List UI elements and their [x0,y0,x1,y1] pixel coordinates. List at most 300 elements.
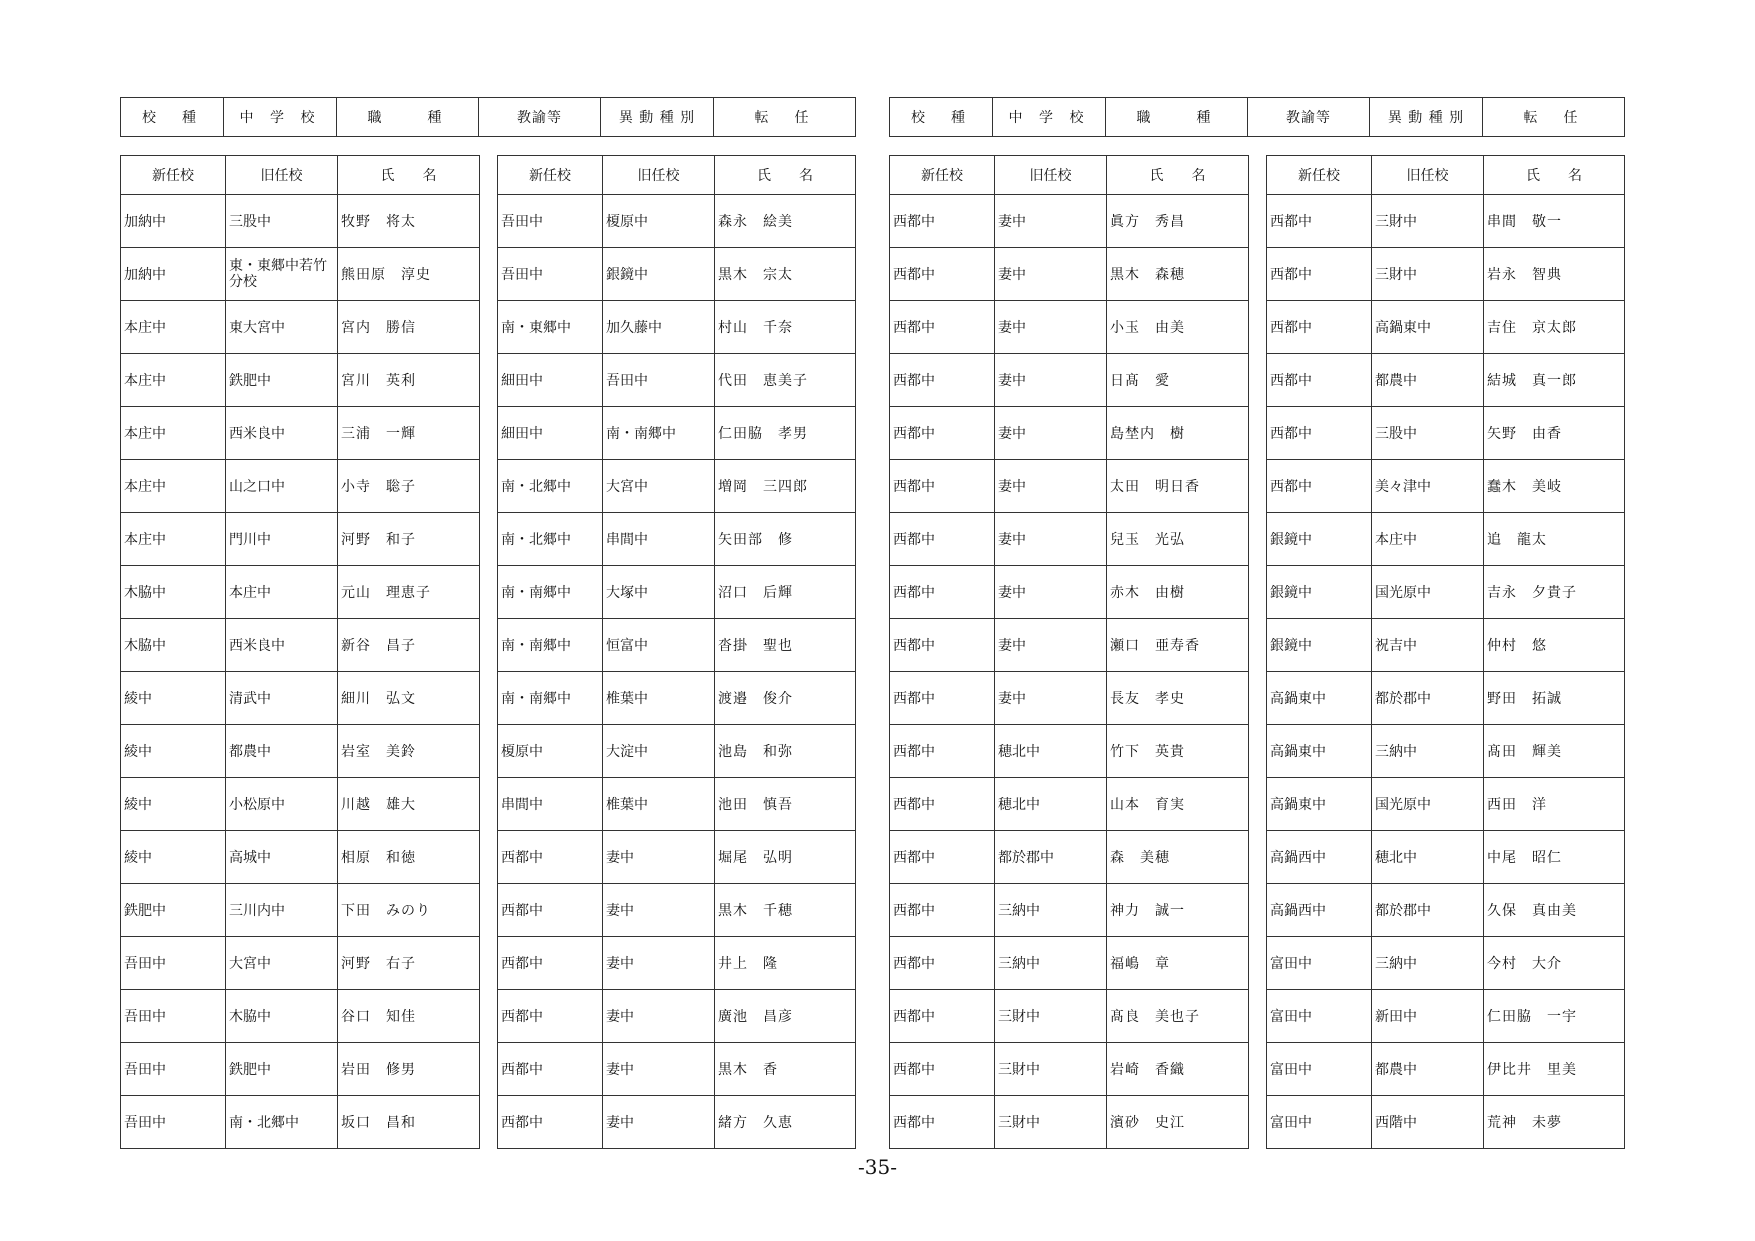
new-school-cell: 榎原中 [498,725,603,778]
old-school-cell: 妻中 [995,407,1107,460]
new-school-cell: 綾中 [121,672,226,725]
new-school-cell: 西都中 [890,884,995,937]
name-cell: 矢田部 修 [715,513,856,566]
table-row [890,354,1249,407]
table-row [1267,354,1625,407]
new-school-cell: 西都中 [890,354,995,407]
table-row [890,619,1249,672]
old-school-cell: 祝吉中 [1372,619,1484,672]
name-cell: 黒木 千穂 [715,884,856,937]
name-cell: 竹下 英貴 [1107,725,1249,778]
name-cell: 河野 右子 [338,937,480,990]
name-cell: 野田 拓誠 [1484,672,1625,725]
table-row [1267,990,1625,1043]
column-header-new-school: 新任校 [498,156,603,195]
name-cell: 増岡 三四郎 [715,460,856,513]
new-school-cell: 高鍋東中 [1267,778,1372,831]
old-school-cell: 高城中 [226,831,338,884]
name-cell: 追 龍太 [1484,513,1625,566]
new-school-cell: 本庄中 [121,460,226,513]
name-cell: 宮川 英利 [338,354,480,407]
table-row [498,1043,856,1096]
table-row [1267,407,1625,460]
new-school-cell: 西都中 [1267,301,1372,354]
table-row [498,831,856,884]
table-row [1267,513,1625,566]
new-school-cell: 銀鏡中 [1267,619,1372,672]
table-row [890,460,1249,513]
header-cell: 中 学 校 [224,98,337,137]
header-cell: 異 動 種 別 [601,98,714,137]
name-cell: 池島 和弥 [715,725,856,778]
table-row [498,884,856,937]
new-school-cell: 南・南郷中 [498,672,603,725]
old-school-cell: 西米良中 [226,619,338,672]
table-row [121,301,480,354]
new-school-cell: 西都中 [890,672,995,725]
old-school-cell: 妻中 [603,1096,715,1149]
old-school-cell: 三財中 [995,1043,1107,1096]
old-school-cell: 串間中 [603,513,715,566]
old-school-cell: 恒富中 [603,619,715,672]
name-cell: 熊田原 淳史 [338,248,480,301]
name-cell: 山本 育実 [1107,778,1249,831]
old-school-cell: 椎葉中 [603,672,715,725]
old-school-cell: 西階中 [1372,1096,1484,1149]
old-school-cell: 妻中 [995,672,1107,725]
old-school-cell: 南・北郷中 [226,1096,338,1149]
header-cell: 職 種 [337,98,479,137]
name-cell: 太田 明日香 [1107,460,1249,513]
header-cell: 異 動 種 別 [1370,98,1483,137]
new-school-cell: 高鍋東中 [1267,672,1372,725]
old-school-cell: 鉄肥中 [226,354,338,407]
name-cell: 河野 和子 [338,513,480,566]
new-school-cell: 本庄中 [121,407,226,460]
table-row [890,1043,1249,1096]
name-cell: 渡邉 俊介 [715,672,856,725]
new-school-cell: 西都中 [1267,354,1372,407]
new-school-cell: 西都中 [890,460,995,513]
name-cell: 下田 みのり [338,884,480,937]
old-school-cell: 西米良中 [226,407,338,460]
table-row [498,248,856,301]
name-cell: 吉永 夕貴子 [1484,566,1625,619]
old-school-cell: 清武中 [226,672,338,725]
new-school-cell: 西都中 [498,831,603,884]
old-school-cell: 三川内中 [226,884,338,937]
table-row [121,513,480,566]
column-header-new-school: 新任校 [121,156,226,195]
old-school-cell: 大宮中 [603,460,715,513]
name-cell: 仁田脇 孝男 [715,407,856,460]
new-school-cell: 西都中 [890,407,995,460]
new-school-cell: 西都中 [890,725,995,778]
name-cell: 森永 絵美 [715,195,856,248]
name-cell: 吉住 京太郎 [1484,301,1625,354]
new-school-cell: 西都中 [890,1043,995,1096]
new-school-cell: 吾田中 [121,1096,226,1149]
table-row [890,513,1249,566]
table-row [498,619,856,672]
table-row [498,725,856,778]
name-cell: 小寺 聡子 [338,460,480,513]
table-row [498,990,856,1043]
new-school-cell: 本庄中 [121,513,226,566]
old-school-cell: 妻中 [603,884,715,937]
column-header-new-school: 新任校 [890,156,995,195]
table-row [498,937,856,990]
transfer-table-4 [1266,155,1625,1149]
header-cell: 校 種 [890,98,993,137]
old-school-cell: 椎葉中 [603,778,715,831]
new-school-cell: 綾中 [121,778,226,831]
table-row [498,301,856,354]
old-school-cell: 高鍋東中 [1372,301,1484,354]
header-left [120,97,856,137]
name-cell: 小玉 由美 [1107,301,1249,354]
name-cell: 荒神 未夢 [1484,1096,1625,1149]
name-cell: 森 美穂 [1107,831,1249,884]
table-row [1267,301,1625,354]
old-school-cell: 三納中 [1372,725,1484,778]
table-row [121,778,480,831]
new-school-cell: 綾中 [121,725,226,778]
table-row [498,672,856,725]
new-school-cell: 木脇中 [121,619,226,672]
name-cell: 坂口 昌和 [338,1096,480,1149]
table-row [1267,1096,1625,1149]
table-row [121,1096,480,1149]
name-cell: 髙良 美也子 [1107,990,1249,1043]
old-school-cell: 妻中 [995,513,1107,566]
old-school-cell: 美々津中 [1372,460,1484,513]
table-row [121,725,480,778]
name-cell: 岩崎 香織 [1107,1043,1249,1096]
new-school-cell: 富田中 [1267,1043,1372,1096]
old-school-cell: 大宮中 [226,937,338,990]
name-cell: 兒玉 光弘 [1107,513,1249,566]
table-row [890,884,1249,937]
new-school-cell: 西都中 [890,831,995,884]
old-school-cell: 三納中 [995,937,1107,990]
table-row [1267,831,1625,884]
table-row [1267,937,1625,990]
new-school-cell: 西都中 [890,937,995,990]
name-cell: 蠢木 美岐 [1484,460,1625,513]
table-row [890,937,1249,990]
name-cell: 瀬口 亜寿香 [1107,619,1249,672]
old-school-cell: 三財中 [995,1096,1107,1149]
old-school-cell: 妻中 [995,566,1107,619]
old-school-cell: 妻中 [995,460,1107,513]
new-school-cell: 西都中 [498,990,603,1043]
name-cell: 黒木 宗太 [715,248,856,301]
name-cell: 岩永 智典 [1484,248,1625,301]
new-school-cell: 西都中 [890,566,995,619]
old-school-cell: 国光原中 [1372,778,1484,831]
new-school-cell: 加納中 [121,248,226,301]
new-school-cell: 富田中 [1267,990,1372,1043]
old-school-cell: 三股中 [1372,407,1484,460]
old-school-cell: 穂北中 [1372,831,1484,884]
table-body [498,195,856,1149]
new-school-cell: 銀鏡中 [1267,513,1372,566]
table-row [1267,1043,1625,1096]
table-row [498,566,856,619]
name-cell: 池田 慎吾 [715,778,856,831]
new-school-cell: 加納中 [121,195,226,248]
name-cell: 中尾 昭仁 [1484,831,1625,884]
old-school-cell: 鉄肥中 [226,1043,338,1096]
new-school-cell: 本庄中 [121,301,226,354]
old-school-cell: 木脇中 [226,990,338,1043]
new-school-cell: 高鍋東中 [1267,725,1372,778]
new-school-cell: 南・北郷中 [498,460,603,513]
old-school-cell: 本庄中 [1372,513,1484,566]
new-school-cell: 細田中 [498,354,603,407]
table-row [121,195,480,248]
old-school-cell: 門川中 [226,513,338,566]
name-cell: 神力 誠一 [1107,884,1249,937]
table-row [890,566,1249,619]
name-cell: 西田 洋 [1484,778,1625,831]
table-row [1267,566,1625,619]
name-cell: 廣池 昌彦 [715,990,856,1043]
new-school-cell: 西都中 [498,1043,603,1096]
name-cell: 黒木 森穂 [1107,248,1249,301]
new-school-cell: 鉄肥中 [121,884,226,937]
column-header-new-school: 新任校 [1267,156,1372,195]
name-cell: 赤木 由樹 [1107,566,1249,619]
name-cell: 久保 真由美 [1484,884,1625,937]
old-school-cell: 妻中 [995,619,1107,672]
old-school-cell: 榎原中 [603,195,715,248]
old-school-cell: 都農中 [1372,1043,1484,1096]
table-row [498,513,856,566]
old-school-cell: 穂北中 [995,778,1107,831]
table-row [890,672,1249,725]
old-school-cell: 妻中 [995,248,1107,301]
new-school-cell: 西都中 [498,884,603,937]
name-cell: 新谷 昌子 [338,619,480,672]
column-header-name: 氏 名 [715,156,856,195]
name-cell: 日髙 愛 [1107,354,1249,407]
new-school-cell: 細田中 [498,407,603,460]
name-cell: 堀尾 弘明 [715,831,856,884]
new-school-cell: 富田中 [1267,937,1372,990]
table-row [1267,725,1625,778]
table-row [1267,884,1625,937]
old-school-cell: 大淀中 [603,725,715,778]
new-school-cell: 西都中 [498,1096,603,1149]
name-cell: 村山 千奈 [715,301,856,354]
old-school-cell: 加久藤中 [603,301,715,354]
new-school-cell: 綾中 [121,831,226,884]
name-cell: 相原 和徳 [338,831,480,884]
transfer-table-1 [120,155,480,1149]
table-row [890,778,1249,831]
old-school-cell: 吾田中 [603,354,715,407]
page-number: -35- [858,1155,897,1179]
header-cell: 転 任 [714,98,856,137]
old-school-cell: 三財中 [1372,195,1484,248]
old-school-cell: 東大宮中 [226,301,338,354]
table-row [121,248,480,301]
old-school-cell: 妻中 [603,1043,715,1096]
new-school-cell: 南・南郷中 [498,566,603,619]
name-cell: 今村 大介 [1484,937,1625,990]
table-row [890,831,1249,884]
new-school-cell: 吾田中 [121,1043,226,1096]
table-row [890,407,1249,460]
name-cell: 元山 理恵子 [338,566,480,619]
old-school-cell: 三財中 [1372,248,1484,301]
table-row [121,354,480,407]
table-row [498,1096,856,1149]
old-school-cell: 銀鏡中 [603,248,715,301]
new-school-cell: 西都中 [1267,248,1372,301]
old-school-cell: 穂北中 [995,725,1107,778]
old-school-cell: 小松原中 [226,778,338,831]
old-school-cell: 三納中 [1372,937,1484,990]
table-row [121,407,480,460]
old-school-cell: 南・南郷中 [603,407,715,460]
name-cell: 濱砂 史江 [1107,1096,1249,1149]
new-school-cell: 南・東郷中 [498,301,603,354]
table-row [498,195,856,248]
table-row [121,1043,480,1096]
new-school-cell: 吾田中 [121,990,226,1043]
old-school-cell: 本庄中 [226,566,338,619]
old-school-cell: 国光原中 [1372,566,1484,619]
column-header-name: 氏 名 [1484,156,1625,195]
table-row [1267,460,1625,513]
table-row [890,990,1249,1043]
transfer-table-3 [889,155,1249,1149]
table-row [121,884,480,937]
old-school-cell: 大塚中 [603,566,715,619]
old-school-cell: 妻中 [995,301,1107,354]
name-cell: 髙田 輝美 [1484,725,1625,778]
name-cell: 井上 隆 [715,937,856,990]
column-header-old-school: 旧任校 [995,156,1107,195]
old-school-cell: 三納中 [995,884,1107,937]
table-body [1267,195,1625,1149]
header-cell: 教諭等 [479,98,601,137]
new-school-cell: 西都中 [890,1096,995,1149]
new-school-cell: 本庄中 [121,354,226,407]
column-header-old-school: 旧任校 [226,156,338,195]
new-school-cell: 吾田中 [498,195,603,248]
header-cell: 職 種 [1106,98,1248,137]
old-school-cell: 都農中 [226,725,338,778]
name-cell: 矢野 由香 [1484,407,1625,460]
new-school-cell: 高鍋西中 [1267,884,1372,937]
new-school-cell: 南・南郷中 [498,619,603,672]
old-school-cell: 妻中 [995,354,1107,407]
old-school-cell: 妻中 [603,831,715,884]
name-cell: 牧野 将太 [338,195,480,248]
table-row [1267,248,1625,301]
old-school-cell: 妻中 [603,990,715,1043]
table-row [121,460,480,513]
table-row [498,460,856,513]
table-row [121,937,480,990]
new-school-cell: 西都中 [1267,407,1372,460]
name-cell: 長友 孝史 [1107,672,1249,725]
name-cell: 谷口 知佳 [338,990,480,1043]
table-row [121,672,480,725]
table-row [890,195,1249,248]
new-school-cell: 西都中 [890,301,995,354]
table-body [121,195,480,1149]
new-school-cell: 西都中 [1267,460,1372,513]
new-school-cell: 富田中 [1267,1096,1372,1149]
old-school-cell: 妻中 [603,937,715,990]
table-row [498,354,856,407]
name-cell: 沼口 后輝 [715,566,856,619]
new-school-cell: 西都中 [890,619,995,672]
new-school-cell: 吾田中 [498,248,603,301]
old-school-cell: 都於郡中 [1372,884,1484,937]
name-cell: 伊比井 里美 [1484,1043,1625,1096]
name-cell: 岩室 美鈴 [338,725,480,778]
table-row [121,990,480,1043]
header-right [889,97,1625,137]
table-row [498,778,856,831]
table-row [890,301,1249,354]
name-cell: 細川 弘文 [338,672,480,725]
new-school-cell: 串間中 [498,778,603,831]
new-school-cell: 西都中 [1267,195,1372,248]
table-row [890,248,1249,301]
name-cell: 岩田 修男 [338,1043,480,1096]
table-row [1267,672,1625,725]
column-header-name: 氏 名 [1107,156,1249,195]
name-cell: 代田 恵美子 [715,354,856,407]
table-row [121,831,480,884]
new-school-cell: 銀鏡中 [1267,566,1372,619]
header-cell: 校 種 [121,98,224,137]
table-row [121,566,480,619]
new-school-cell: 西都中 [498,937,603,990]
new-school-cell: 南・北郷中 [498,513,603,566]
table-body [890,195,1249,1149]
header-cell: 教諭等 [1248,98,1370,137]
old-school-cell: 三財中 [995,990,1107,1043]
name-cell: 宮内 勝信 [338,301,480,354]
new-school-cell: 西都中 [890,990,995,1043]
old-school-cell: 三股中 [226,195,338,248]
transfer-table-2 [497,155,856,1149]
new-school-cell: 吾田中 [121,937,226,990]
old-school-cell: 新田中 [1372,990,1484,1043]
old-school-cell: 妻中 [995,195,1107,248]
old-school-cell: 山之口中 [226,460,338,513]
new-school-cell: 西都中 [890,195,995,248]
name-cell: 串間 敬一 [1484,195,1625,248]
name-cell: 緒方 久恵 [715,1096,856,1149]
new-school-cell: 西都中 [890,248,995,301]
old-school-cell: 都於郡中 [995,831,1107,884]
old-school-cell: 都農中 [1372,354,1484,407]
table-row [121,619,480,672]
old-school-cell: 都於郡中 [1372,672,1484,725]
table-row [1267,619,1625,672]
table-row [890,725,1249,778]
new-school-cell: 西都中 [890,778,995,831]
